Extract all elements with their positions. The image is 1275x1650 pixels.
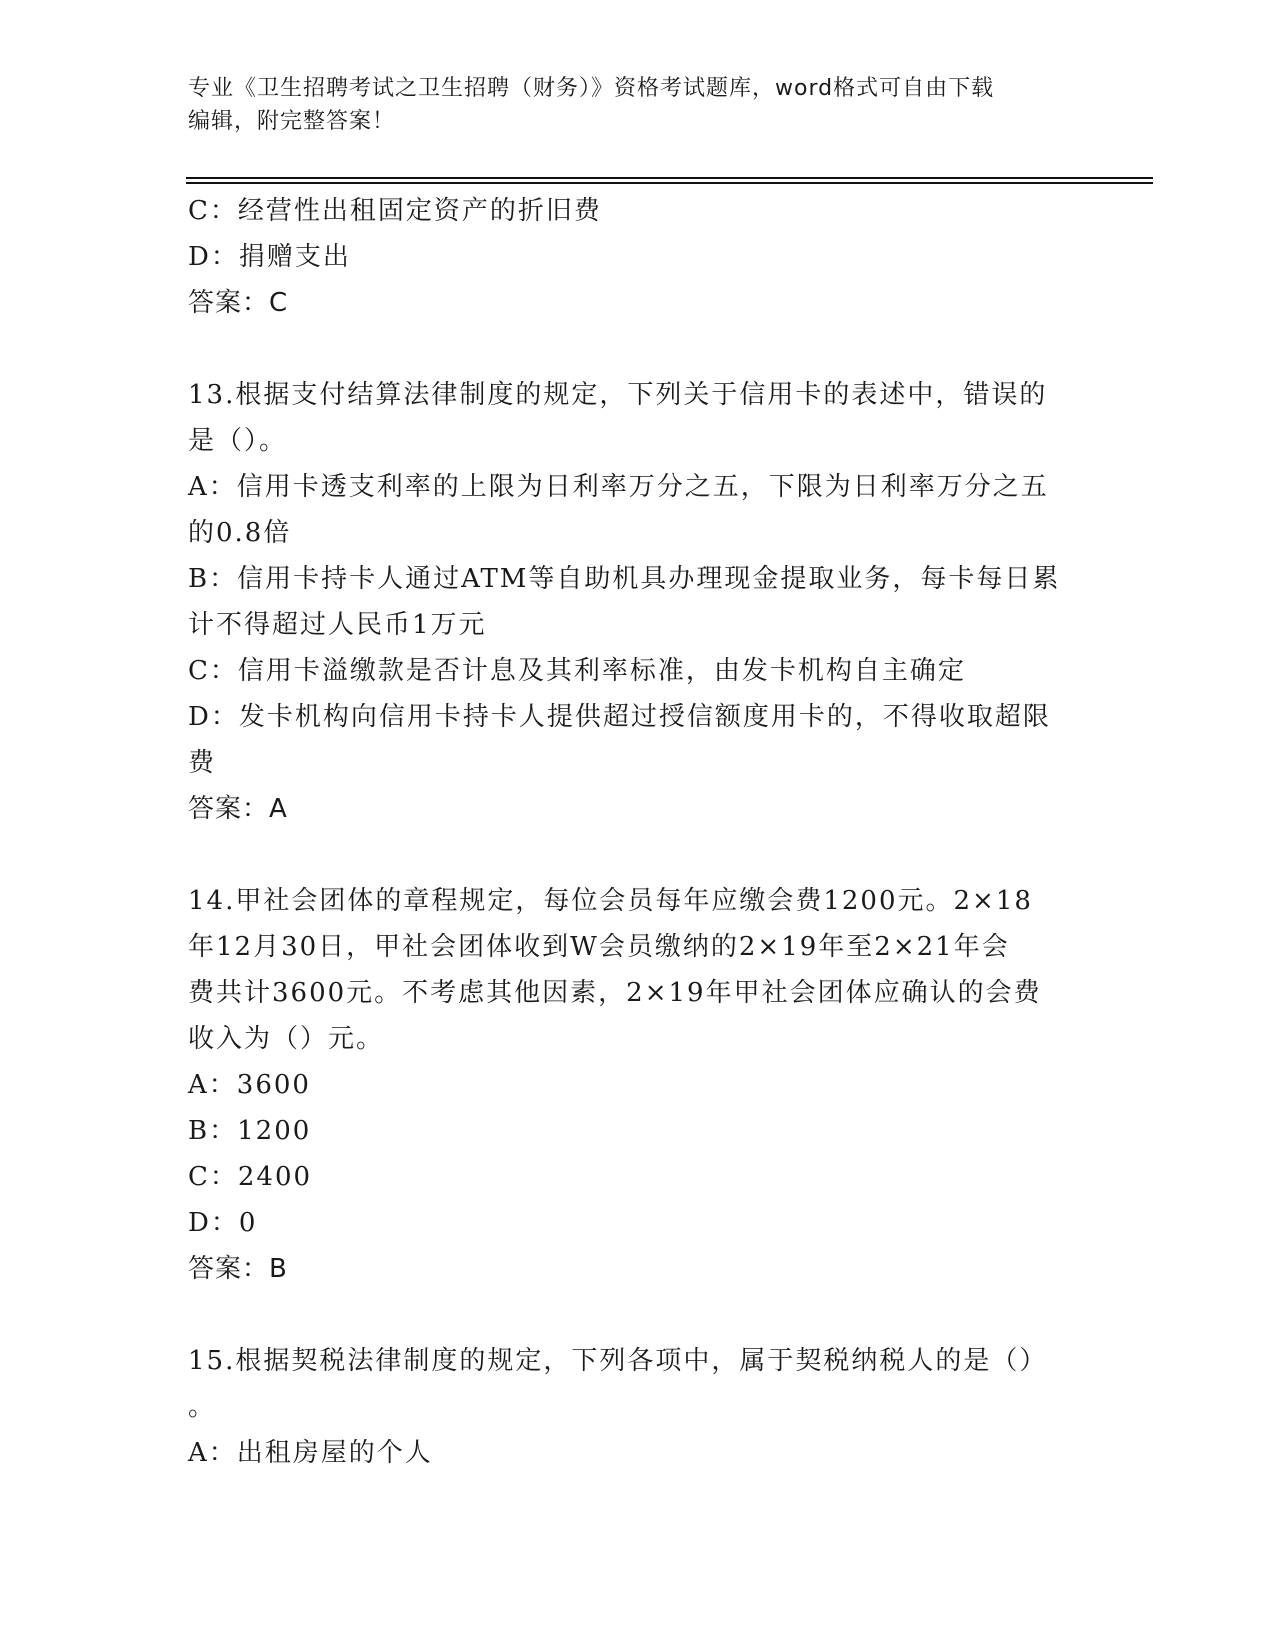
- q12-answer: 答案：C: [188, 288, 289, 318]
- question-content: [188, 188, 1088, 1476]
- q14-option-b: B：1200: [188, 1116, 312, 1146]
- header-divider-top: [186, 177, 1153, 179]
- spacer: [188, 832, 1088, 878]
- q12-option-d: D：捐赠支出: [188, 242, 351, 272]
- q14-stem-line-4: 收入为（）元。: [188, 1024, 385, 1054]
- question-14: [188, 878, 1088, 1292]
- q14-stem-line-1: 14.甲社会团体的章程规定，每位会员每年应缴会费1200元。2×18: [188, 886, 1033, 916]
- q14-option-c: C：2400: [188, 1162, 313, 1192]
- header-divider-bottom: [186, 182, 1153, 184]
- question-13: [188, 372, 1088, 832]
- q14-option-a: A：3600: [188, 1070, 311, 1100]
- q14-option-d: D：0: [188, 1208, 258, 1238]
- q13-option-c: C：信用卡溢缴款是否计息及其利率标准，由发卡机构自主确定: [188, 656, 966, 686]
- q15-stem-line-1: 15.根据契税法律制度的规定，下列各项中，属于契税纳税人的是（）: [188, 1346, 1048, 1376]
- q14-answer: 答案：B: [188, 1254, 288, 1284]
- q12-option-c: C：经营性出租固定资产的折旧费: [188, 196, 602, 226]
- q13-stem-line-1: 13.根据支付结算法律制度的规定，下列关于信用卡的表述中，错误的: [188, 380, 1048, 410]
- q14-stem-line-3: 费共计3600元。不考虑其他因素，2×19年甲社会团体应确认的会费: [188, 978, 1042, 1008]
- q13-option-a-line-1: A：信用卡透支利率的上限为日利率万分之五，下限为日利率万分之五: [188, 472, 1049, 502]
- spacer: [188, 326, 1088, 372]
- spacer: [188, 1292, 1088, 1338]
- q13-option-b-line-2: 计不得超过人民币1万元: [188, 610, 487, 640]
- q13-option-d-line-1: D：发卡机构向信用卡持卡人提供超过授信额度用卡的，不得收取超限: [188, 702, 1051, 732]
- q13-option-a-line-2: 的0.8倍: [188, 518, 292, 548]
- question-12: [188, 188, 1088, 326]
- header-line-1: 专业《卫生招聘考试之卫生招聘（财务）》资格考试题库，word格式可自由下载: [188, 76, 995, 101]
- q13-stem-line-2: 是（）。: [188, 426, 288, 456]
- q13-option-d-line-2: 费: [188, 748, 217, 778]
- q15-option-a: A：出租房屋的个人: [188, 1438, 433, 1468]
- q15-stem-line-2: 。: [188, 1392, 217, 1422]
- q14-stem-line-2: 年12月30日，甲社会团体收到W会员缴纳的2×19年至2×21年会: [188, 932, 1010, 962]
- q13-option-b-line-1: B：信用卡持卡人通过ATM等自助机具办理现金提取业务，每卡每日累: [188, 564, 1061, 594]
- q13-answer: 答案：A: [188, 794, 288, 824]
- header-line-2: 编辑，附完整答案！: [188, 109, 396, 134]
- question-15: [188, 1338, 1088, 1476]
- document-header: [188, 72, 1068, 138]
